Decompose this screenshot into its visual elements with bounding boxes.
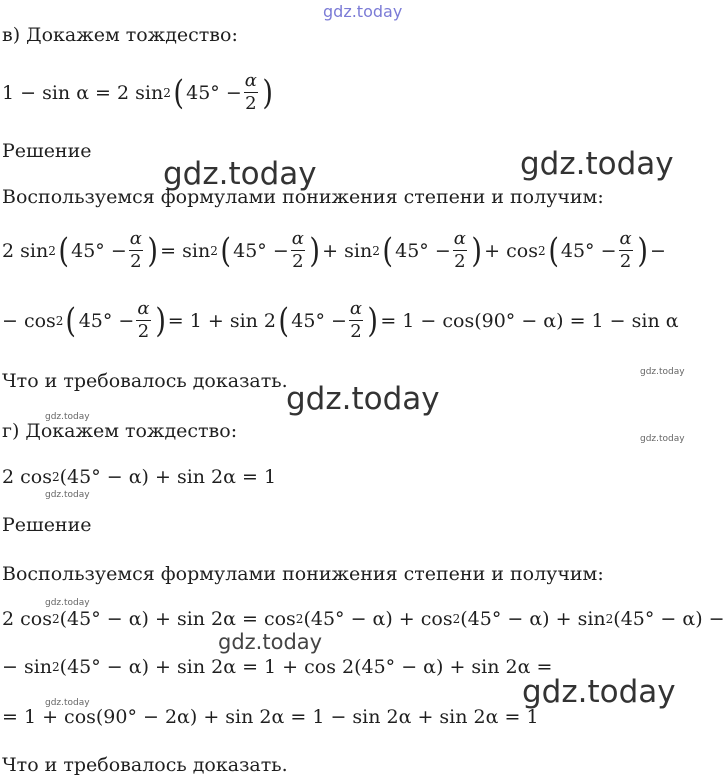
part-g-method-text: Воспользуемся формулами понижения степени и получим: — [2, 563, 604, 585]
part-v-identity — [2, 72, 275, 113]
part-g-identity: 2 cos 2 (45° − α) + sin 2α = 1 — [2, 466, 277, 488]
watermark-small: gdz.today — [45, 412, 90, 422]
part-g-equation-2: − sin 2 (45° − α) + sin 2α = 1 + cos 2(45° − α) + sin 2α = — [2, 656, 553, 678]
watermark-small: gdz.today — [45, 490, 90, 500]
part-g-solution-label: Решение — [2, 514, 92, 536]
watermark-small: gdz.today — [45, 698, 90, 708]
part-v-solution-label: Решение — [2, 140, 92, 162]
watermark-large: gdz.today — [522, 674, 676, 710]
watermark-large: gdz.today — [163, 156, 317, 192]
part-g-equation-3: = 1 + cos(90° − 2α) + sin 2α = 1 − sin 2α + sin 2α = 1 — [2, 706, 539, 728]
part-v-equation-1: 2 sin 2 ( 45° − $\frac{\alpha}{2}$ ) = sin 2 ( 45° − $\frac{\alpha}{2}$ ) + sin 2 ( 45° − $\frac{\alpha}{2}$ ) + cos 2 ( 45° − $\frac{\alpha}{2}$ ) − — [2, 228, 666, 272]
part-v-method-text: Воспользуемся формулами понижения степени и получим: — [2, 186, 604, 208]
identity-arg: 45° − — [186, 81, 242, 104]
identity-lhs: 1 − sin α = 2 sin — [2, 81, 164, 104]
watermark-large: gdz.today — [286, 381, 440, 417]
exponent: 2 — [163, 85, 171, 100]
part-v-heading: в) Докажем тождество: — [2, 24, 238, 46]
part-v-conclusion: Что и требовалось доказать. — [2, 370, 288, 392]
part-g-heading: г) Докажем тождество: — [2, 420, 238, 442]
watermark-small: gdz.today — [640, 367, 685, 377]
watermark-large: gdz.today — [520, 146, 674, 182]
left-paren: ( — [173, 72, 184, 113]
part-v-equation-2: − cos 2 ( 45° − $\frac{\alpha}{2}$ ) = 1 + sin 2 ( 45° − $\frac{\alpha}{2}$ ) = 1 − cos(90° − α) = 1 − sin α — [2, 298, 679, 342]
right-paren: ) — [262, 72, 273, 113]
fraction: $\frac{\alpha}{2}$ — [244, 70, 257, 114]
watermark-medium: gdz.today — [218, 630, 323, 654]
watermark-small: gdz.today — [45, 598, 90, 608]
part-g-equation-1: 2 cos 2 (45° − α) + sin 2α = cos 2 (45° − α) + cos 2 (45° − α) + sin 2 (45° − α) − — [2, 608, 725, 630]
watermark-small: gdz.today — [640, 434, 685, 444]
part-g-conclusion: Что и требовалось доказать. — [2, 754, 288, 776]
watermark-top: gdz.today — [323, 2, 403, 21]
